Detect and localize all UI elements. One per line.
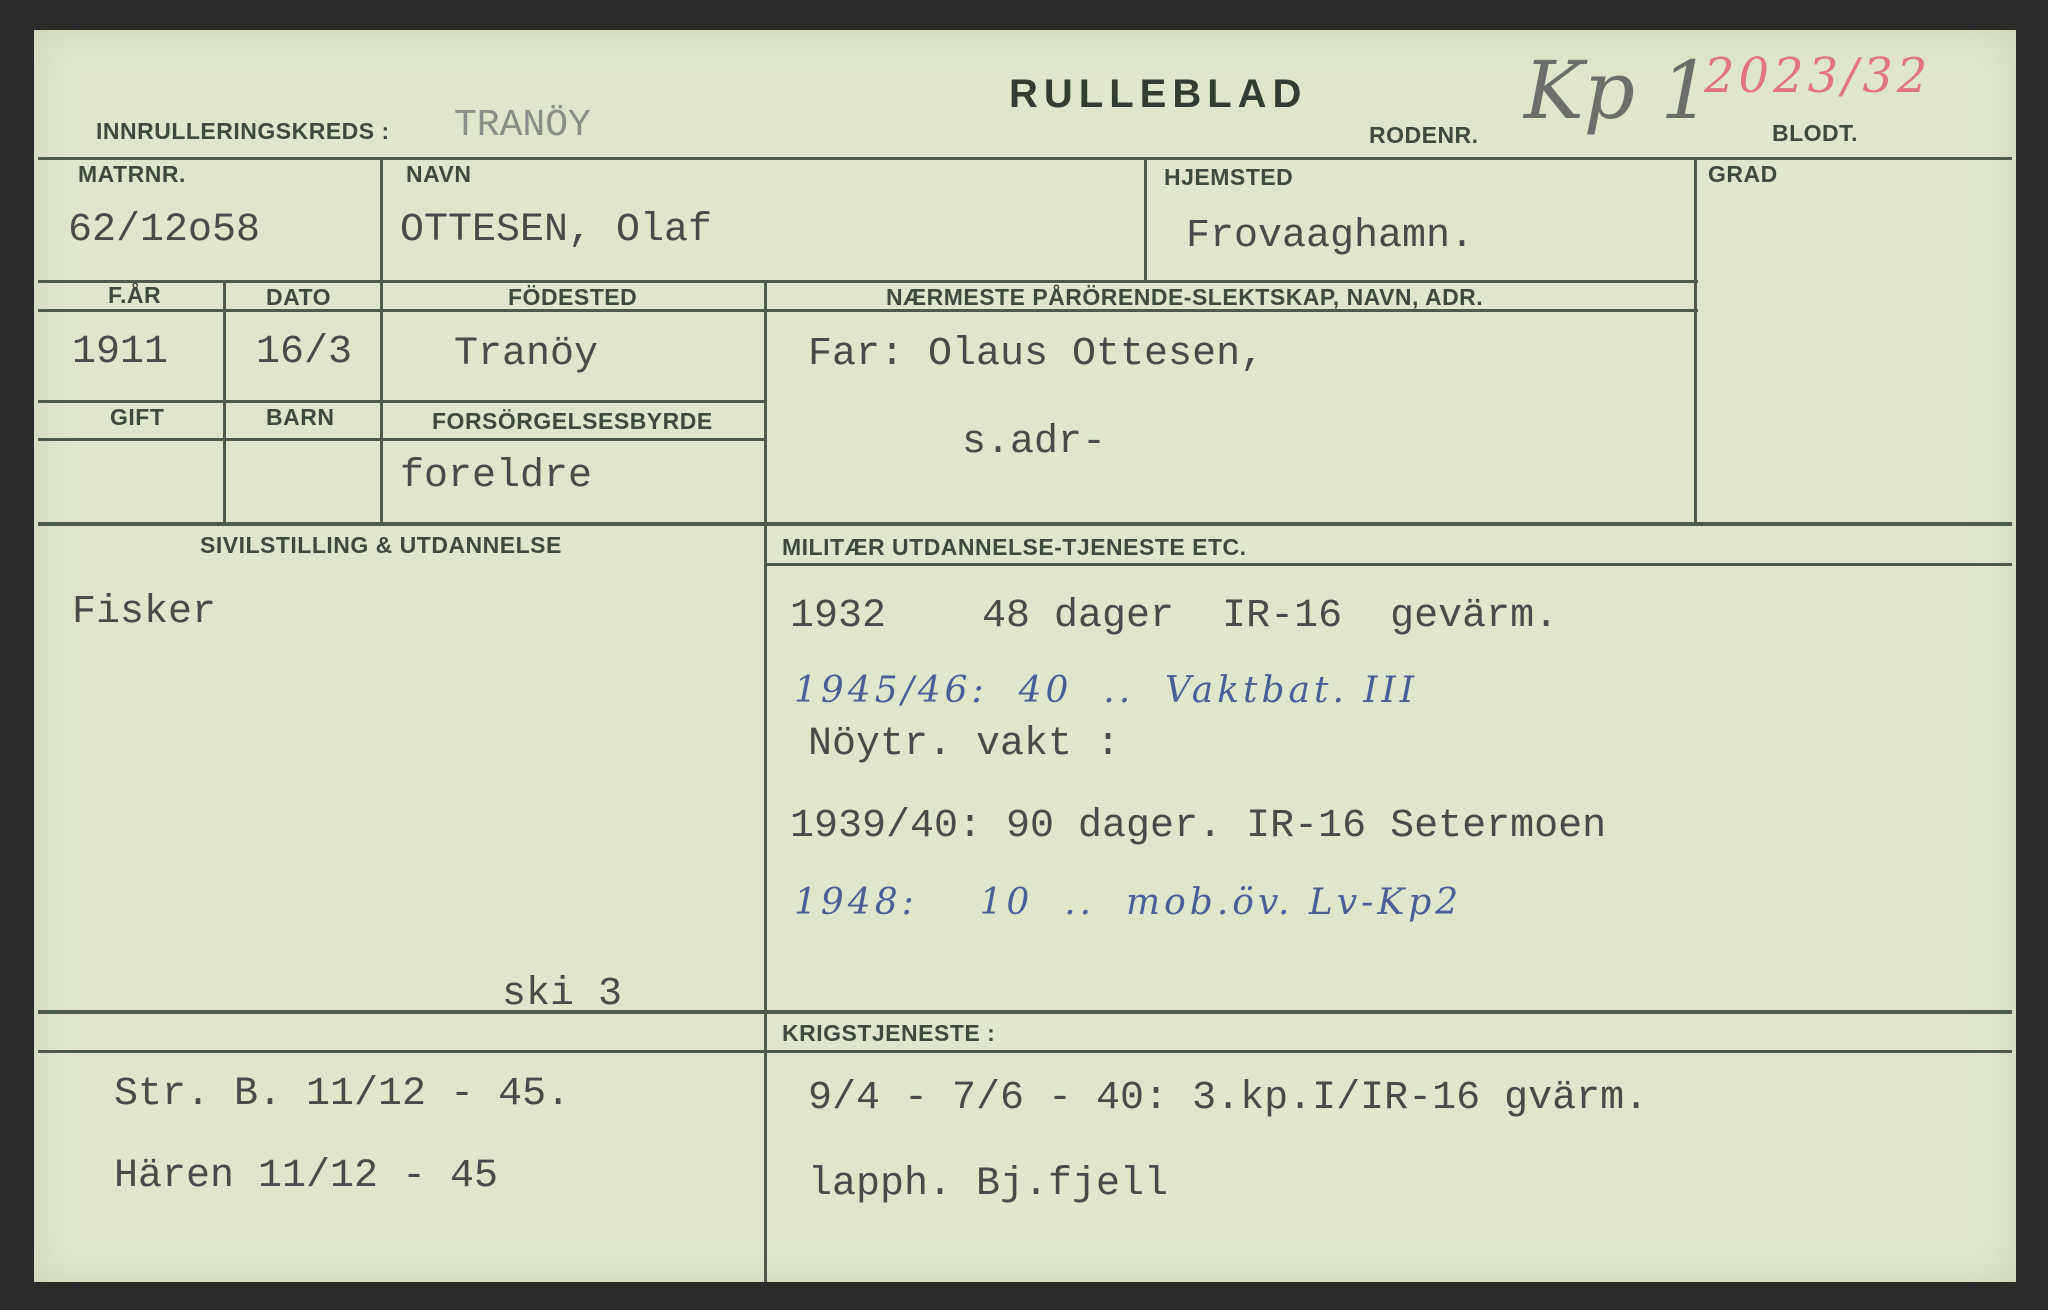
militaer-line2-handwritten: 1945/46: 40 .. Vaktbat. III <box>794 670 1418 711</box>
rule-v-dato <box>223 280 226 523</box>
rule-row3-label <box>38 438 764 441</box>
rule-v-naermeste <box>764 280 767 1282</box>
matrnr-value: 62/12o58 <box>68 208 261 253</box>
innrulleringskreds-label: INNRULLERINGSKREDS : <box>96 118 390 144</box>
forsorgelse-label: FORSÖRGELSESBYRDE <box>432 408 713 434</box>
blodt-label: BLODT. <box>1772 120 1859 146</box>
left-bottom-line1: Str. B. 11/12 - 45. <box>114 1072 571 1117</box>
rule-row2-bottom <box>38 400 764 403</box>
militaer-line4: 1939/40: 90 dager. IR-16 Setermoen <box>790 804 1607 849</box>
rule-main-top <box>38 522 2012 526</box>
naermeste-label: NÆRMESTE PÅRÖRENDE-SLEKTSKAP, NAVN, ADR. <box>886 284 1484 310</box>
navn-value: OTTESEN, Olaf <box>400 208 713 253</box>
rule-top <box>38 157 2012 160</box>
rule-v-grad <box>1694 157 1697 523</box>
barn-label: BARN <box>266 404 335 430</box>
hjemsted-label: HJEMSTED <box>1164 164 1294 190</box>
gift-label: GIFT <box>110 404 165 430</box>
rodenr-label: RODENR. <box>1369 122 1479 148</box>
rule-krig-top <box>38 1010 2012 1014</box>
left-bottom-line2: Hären 11/12 - 45 <box>114 1154 499 1199</box>
archive-number-annotation: 2023/32 <box>1704 48 1932 104</box>
fodested-label: FÖDESTED <box>508 284 638 310</box>
rule-row1-bottom <box>38 280 1698 283</box>
far-value: 1911 <box>72 330 169 375</box>
rule-main-label <box>764 563 2012 566</box>
naermeste-line2: s.adr- <box>962 420 1107 465</box>
forsorgelse-value: foreldre <box>400 454 593 499</box>
militaer-label: MILITÆR UTDANNELSE-TJENESTE ETC. <box>782 534 1247 560</box>
rule-krig-label <box>764 1050 2012 1053</box>
rule-left-krig-label <box>38 1050 764 1053</box>
dato-value: 16/3 <box>256 330 353 375</box>
krigstjeneste-line2: lapph. Bj.fjell <box>808 1162 1169 1207</box>
sivilstilling-label: SIVILSTILLING & UTDANNELSE <box>200 532 562 558</box>
kp-annotation: Kp 1 <box>1524 44 1712 137</box>
matrnr-label: MATRNR. <box>78 161 186 187</box>
krigstjeneste-line1: 9/4 - 7/6 - 40: 3.kp.I/IR-16 gvärm. <box>808 1076 1649 1121</box>
rulleblad-card <box>34 30 2016 1282</box>
naermeste-line1: Far: Olaus Ottesen, <box>808 332 1265 377</box>
far-label: F.ÅR <box>108 282 162 308</box>
innrulleringskreds-value: TRANÖY <box>454 104 591 147</box>
militaer-line1: 1932 48 dager IR-16 gevärm. <box>790 594 1559 639</box>
hjemsted-value: Frovaaghamn. <box>1186 214 1475 259</box>
ski-value: ski 3 <box>502 972 623 1017</box>
fodested-value: Tranöy <box>454 332 599 377</box>
rule-v-hjemsted <box>1144 157 1147 281</box>
rule-v-navn <box>380 157 383 523</box>
navn-label: NAVN <box>406 161 472 187</box>
krigstjeneste-label: KRIGSTJENESTE : <box>782 1020 996 1046</box>
card-title: RULLEBLAD <box>1009 72 1308 116</box>
militaer-line5-handwritten: 1948: 10 .. mob.öv. Lv-Kp2 <box>794 882 1463 923</box>
grad-label: GRAD <box>1708 161 1778 187</box>
dato-label: DATO <box>266 284 332 310</box>
militaer-line3: Nöytr. vakt : <box>808 722 1121 767</box>
sivilstilling-value: Fisker <box>72 590 217 635</box>
